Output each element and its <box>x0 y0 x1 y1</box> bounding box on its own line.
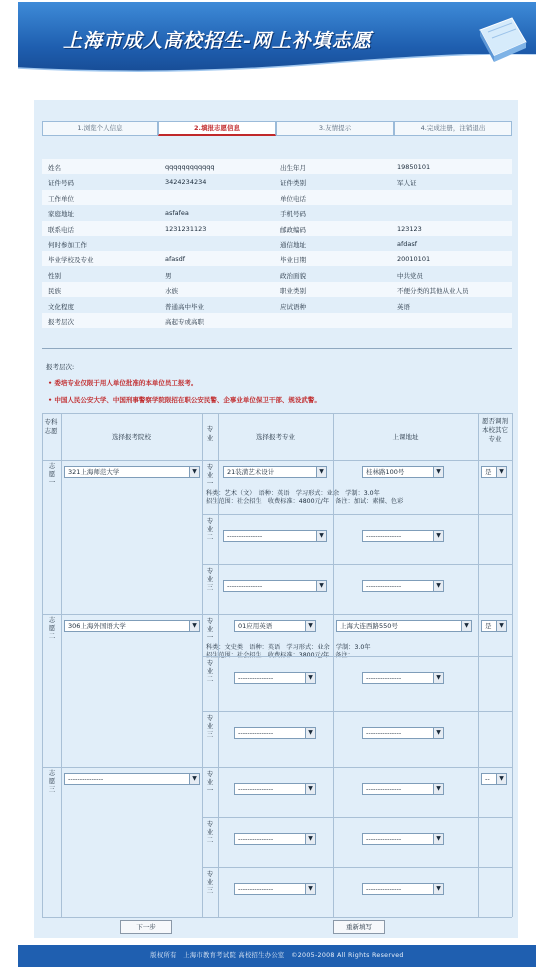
step-progress-bar <box>42 121 512 136</box>
header-banner <box>18 2 536 76</box>
address-select[interactable] <box>362 727 444 739</box>
school-select-value: --------------- <box>68 775 104 783</box>
info-row <box>42 298 512 313</box>
dropdown-arrow-icon: ▼ <box>305 784 315 794</box>
info-value: 高起专或高职 <box>165 318 204 326</box>
column-line <box>512 413 513 917</box>
info-label: 文化程度 <box>48 302 74 311</box>
major-row-line <box>202 514 512 515</box>
info-label: 联系电话 <box>48 225 74 234</box>
major-select-value: --------------- <box>238 885 274 893</box>
adjust-select[interactable] <box>481 466 507 478</box>
info-value: 男 <box>165 271 172 280</box>
notes-title: 报考层次: <box>46 363 75 371</box>
adjust-select-value: -- <box>485 775 490 783</box>
major-row-line <box>202 817 512 818</box>
choice-block-line <box>42 614 512 615</box>
info-row <box>42 251 512 266</box>
note-line-2: • 中国人民公安大学、中国刑事警察学院限招在职公安民警、企事业单位保卫干部、规设武警。 <box>48 396 321 404</box>
dropdown-arrow-icon: ▼ <box>305 728 315 738</box>
school-select[interactable] <box>64 466 200 478</box>
info-value: 军人证 <box>397 179 417 188</box>
address-select-value: --------------- <box>366 885 402 893</box>
dropdown-arrow-icon: ▼ <box>496 467 506 477</box>
info-row <box>42 267 512 282</box>
info-row <box>42 174 512 189</box>
info-label: 单位电话 <box>280 194 306 203</box>
dropdown-arrow-icon: ▼ <box>316 581 326 591</box>
step-3-tab[interactable]: 3.友情提示 <box>276 121 394 136</box>
dropdown-arrow-icon: ▼ <box>433 467 443 477</box>
page-title: 上海市成人高校招生-网上补填志愿 <box>63 30 372 52</box>
dropdown-arrow-icon: ▼ <box>433 884 443 894</box>
info-value: 20010101 <box>397 255 431 264</box>
major-row-line <box>202 711 512 712</box>
next-step-button[interactable]: 下一步 <box>120 920 172 934</box>
address-select-value: --------------- <box>366 532 402 540</box>
step-1-tab[interactable]: 1.浏览个人信息 <box>42 121 158 136</box>
adjust-select[interactable] <box>481 773 507 785</box>
major-label: 专业一 <box>206 770 214 794</box>
address-select-value: --------------- <box>366 674 402 682</box>
dropdown-arrow-icon: ▼ <box>433 728 443 738</box>
adjust-select-value: 是 <box>485 622 492 630</box>
address-select-value: --------------- <box>366 835 402 843</box>
info-value: 水族 <box>165 287 178 296</box>
dropdown-arrow-icon: ▼ <box>189 467 199 477</box>
address-select[interactable] <box>362 833 444 845</box>
info-label: 毕业日期 <box>280 256 306 265</box>
major-select-value: --------------- <box>227 582 263 590</box>
dropdown-arrow-icon: ▼ <box>305 673 315 683</box>
info-label: 民族 <box>48 287 61 296</box>
table-border-top <box>42 413 512 414</box>
reset-button[interactable]: 重新填写 <box>333 920 385 934</box>
info-label: 证件号码 <box>48 179 74 188</box>
major-detail-line: 招生范围：社会招生 收费标准：4800元/年 备注：加试：素描、色彩 <box>206 498 404 505</box>
major-row-line <box>202 867 512 868</box>
address-select[interactable] <box>362 883 444 895</box>
dropdown-arrow-icon: ▼ <box>305 884 315 894</box>
info-label: 政治面貌 <box>280 271 306 280</box>
major-select[interactable] <box>234 883 316 895</box>
major-select[interactable] <box>234 833 316 845</box>
major-detail-line: 科类：文史类 语种：英语 学习形式：业余 学制：3.0年 <box>206 644 371 651</box>
info-label: 性别 <box>48 271 61 280</box>
major-select[interactable] <box>223 530 327 542</box>
dropdown-arrow-icon: ▼ <box>433 784 443 794</box>
header-level: 专科志愿 <box>44 418 58 435</box>
info-label: 应试语种 <box>280 302 306 311</box>
major-select-value: --------------- <box>238 729 274 737</box>
info-value: 19850101 <box>397 163 431 171</box>
info-value: afasdf <box>165 255 186 264</box>
major-label: 专业三 <box>206 567 214 591</box>
info-row <box>42 282 512 297</box>
info-label: 工作单位 <box>48 194 74 203</box>
major-row-line <box>202 564 512 565</box>
info-label: 职业类别 <box>280 287 306 296</box>
dropdown-arrow-icon: ▼ <box>189 774 199 784</box>
address-select-value: 桂林路100号 <box>366 468 405 476</box>
major-select[interactable] <box>234 672 316 684</box>
info-label: 毕业学校及专业 <box>48 256 94 265</box>
info-label: 姓名 <box>48 164 61 172</box>
header-address: 上课地址 <box>392 433 419 441</box>
info-value: 123123 <box>397 224 422 233</box>
column-line <box>61 413 62 917</box>
major-label: 专业三 <box>206 714 214 738</box>
info-value: asfafea <box>165 209 189 218</box>
info-value: 3424234234 <box>165 178 207 187</box>
address-select[interactable] <box>362 580 444 592</box>
info-row <box>42 236 512 251</box>
header-school: 选择报考院校 <box>112 433 151 441</box>
column-line <box>218 413 219 917</box>
header-bottom-line <box>42 460 512 461</box>
address-select[interactable] <box>362 783 444 795</box>
info-row <box>42 221 512 236</box>
school-select[interactable] <box>64 620 200 632</box>
step-4-tab[interactable]: 4.完成注册，注销退出 <box>394 121 512 136</box>
address-select[interactable] <box>336 620 472 632</box>
info-value: 不便分类的其他从业人员 <box>397 287 469 296</box>
info-label: 报考层次 <box>48 318 74 326</box>
adjust-select-value: 是 <box>485 468 492 476</box>
section-divider <box>42 348 512 349</box>
dropdown-arrow-icon: ▼ <box>305 621 315 631</box>
choice-block-line <box>42 917 512 918</box>
note-line-1: • 委培专业仅限于用人单位批准的本单位员工报考。 <box>48 379 198 387</box>
major-detail-line: 科类：艺术（文） 语种：英语 学习形式：业余 学制：3.0年 <box>206 490 380 497</box>
major-select[interactable] <box>234 783 316 795</box>
column-line <box>202 413 203 917</box>
info-label: 证件类别 <box>280 179 306 188</box>
major-label: 专业二 <box>206 517 214 541</box>
major-select[interactable] <box>234 727 316 739</box>
address-select-value: 上海大连西路550号 <box>340 622 398 630</box>
info-value: 中共党员 <box>397 271 423 280</box>
info-label: 邮政编码 <box>280 225 306 234</box>
school-select[interactable] <box>64 773 200 785</box>
major-label: 专业一 <box>206 463 214 487</box>
dropdown-arrow-icon: ▼ <box>433 531 443 541</box>
address-select-value: --------------- <box>366 582 402 590</box>
header-wave-decoration <box>18 54 536 76</box>
info-label: 通信地址 <box>280 241 306 249</box>
info-label: 手机号码 <box>280 210 306 219</box>
major-select[interactable] <box>223 580 327 592</box>
info-value: qqqqqqqqqqqq <box>165 163 215 171</box>
choice-label: 志愿三 <box>48 769 56 793</box>
address-select-value: --------------- <box>366 729 402 737</box>
major-select-value: --------------- <box>238 835 274 843</box>
info-row <box>42 205 512 220</box>
column-line <box>478 413 479 917</box>
info-value: 普通高中毕业 <box>165 302 204 311</box>
header-major: 专业 <box>206 425 214 442</box>
choice-block-line <box>42 767 512 768</box>
school-select-value: 306上海外国语大学 <box>68 622 126 630</box>
major-label: 专业一 <box>206 617 214 641</box>
dropdown-arrow-icon: ▼ <box>433 834 443 844</box>
major-select-value: --------------- <box>238 674 274 682</box>
major-select-value: 21装潢艺术设计 <box>227 468 275 476</box>
dropdown-arrow-icon: ▼ <box>433 673 443 683</box>
major-select[interactable] <box>223 466 327 478</box>
info-label: 何时参加工作 <box>48 241 87 249</box>
info-row <box>42 190 512 205</box>
column-line <box>333 413 334 917</box>
info-value: 1231231123 <box>165 224 207 233</box>
address-select[interactable] <box>362 672 444 684</box>
info-value: afdasf <box>397 240 418 248</box>
footer-copyright: 版权所有 上海市教育考试院 高校招生办公室 ©2005-2008 All Rights Reserved <box>18 945 536 967</box>
dropdown-arrow-icon: ▼ <box>433 581 443 591</box>
column-line <box>42 413 43 917</box>
header-select-major: 选择报考专业 <box>256 433 295 441</box>
dropdown-arrow-icon: ▼ <box>316 467 326 477</box>
major-label: 专业二 <box>206 820 214 844</box>
major-select-value: --------------- <box>227 532 263 540</box>
info-label: 出生年月 <box>280 164 306 172</box>
major-select-value: 01应用英语 <box>238 622 273 630</box>
major-select-value: --------------- <box>238 785 274 793</box>
dropdown-arrow-icon: ▼ <box>316 531 326 541</box>
major-label: 专业三 <box>206 870 214 894</box>
info-row <box>42 159 512 174</box>
adjust-select[interactable] <box>481 620 507 632</box>
address-select[interactable] <box>362 530 444 542</box>
dropdown-arrow-icon: ▼ <box>189 621 199 631</box>
major-row-line <box>202 656 512 657</box>
choice-label: 志愿二 <box>48 616 56 640</box>
major-label: 专业二 <box>206 659 214 683</box>
dropdown-arrow-icon: ▼ <box>496 621 506 631</box>
major-select[interactable] <box>234 620 316 632</box>
dropdown-arrow-icon: ▼ <box>461 621 471 631</box>
dropdown-arrow-icon: ▼ <box>496 774 506 784</box>
address-select-value: --------------- <box>366 785 402 793</box>
info-value: 英语 <box>397 302 410 311</box>
choice-label: 志愿一 <box>48 462 56 486</box>
info-row <box>42 313 512 328</box>
dropdown-arrow-icon: ▼ <box>305 834 315 844</box>
school-select-value: 321上海师范大学 <box>68 468 120 476</box>
book-logo-icon <box>472 12 530 68</box>
header-adjust: 愿否调剂本校其它专业 <box>482 417 508 443</box>
info-label: 家庭地址 <box>48 210 74 219</box>
step-2-tab[interactable]: 2.填报志愿信息 <box>158 121 276 136</box>
address-select[interactable] <box>362 466 444 478</box>
